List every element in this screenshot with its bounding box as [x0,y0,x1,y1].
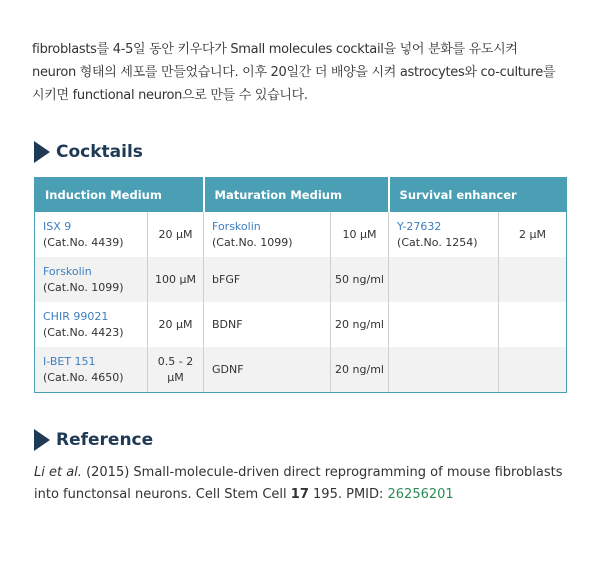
header-induction-medium: Induction Medium [35,178,204,212]
survival-cell [389,257,499,302]
reference-title: Reference [56,430,154,450]
table-row [35,347,567,393]
citation-text: into functonsal neurons. Cell Stem Cell [34,487,291,502]
survival-cell [389,302,499,347]
cocktails-table [34,177,567,393]
induction-cell [35,257,148,302]
table-header-row [35,178,567,212]
reference-heading [34,429,153,451]
header-maturation-medium: Maturation Medium [204,178,389,212]
survival-cell [389,347,499,393]
table-row [35,257,567,302]
catalog-number: (Cat.No. 4423) [43,325,124,339]
compound-link[interactable]: CHIR 99021 [43,309,109,323]
catalog-number: (Cat.No. 1254) [397,235,478,249]
concentration-cell: 20 ng/ml [331,347,389,393]
concentration-cell: 10 µM [331,212,389,258]
cocktails-heading [34,141,143,163]
catalog-number: (Cat.No. 4650) [43,370,124,384]
concentration-cell: 50 ng/ml [331,257,389,302]
compound-link[interactable]: ISX 9 [43,219,72,233]
concentration-cell: 20 µM [148,212,204,258]
citation-authors: Li et al. [34,465,82,480]
intro-line: neuron 형태의 세포를 만들었습니다. 이후 20일간 더 배양을 시켜 astrocytes와 co-culture를 [32,65,556,80]
triangle-bullet-icon [34,141,50,163]
catalog-number: (Cat.No. 1099) [212,235,293,249]
induction-cell [35,212,148,258]
table-row [35,212,567,258]
catalog-number: (Cat.No. 1099) [43,280,124,294]
concentration-cell [499,257,567,302]
table-row [35,302,567,347]
triangle-bullet-icon [34,429,50,451]
concentration-cell: 0.5 - 2 µM [148,347,204,393]
maturation-cell [204,212,331,258]
concentration-cell: 20 ng/ml [331,302,389,347]
citation-text: (2015) Small-molecule-driven direct reprogramming of mouse fibroblasts [81,465,563,480]
header-survival-enhancer: Survival enhancer [389,178,567,212]
intro-paragraph [32,38,580,107]
intro-line: fibroblasts를 4-5일 동안 키우다가 Small molecules cocktail을 넣어 분화를 유도시켜 [32,42,518,57]
pmid-link[interactable]: 26256201 [387,487,454,502]
induction-cell [35,347,148,393]
concentration-cell: 2 µM [499,212,567,258]
maturation-cell: GDNF [204,347,331,393]
compound-link[interactable]: Forskolin [43,264,92,278]
intro-line: 시키면 functional neuron으로 만들 수 있습니다. [32,88,308,103]
induction-cell [35,302,148,347]
maturation-cell: bFGF [204,257,331,302]
concentration-cell [499,302,567,347]
compound-link[interactable]: I-BET 151 [43,354,96,368]
concentration-cell: 100 µM [148,257,204,302]
concentration-cell: 20 µM [148,302,204,347]
compound-link[interactable]: Y-27632 [397,219,442,233]
compound-link[interactable]: Forskolin [212,219,261,233]
cocktails-title: Cocktails [56,142,143,162]
concentration-cell [499,347,567,393]
catalog-number: (Cat.No. 4439) [43,235,124,249]
reference-citation [34,462,574,506]
maturation-cell: BDNF [204,302,331,347]
citation-text: 195. PMID: [308,487,388,502]
citation-volume: 17 [290,487,309,502]
survival-cell [389,212,499,258]
